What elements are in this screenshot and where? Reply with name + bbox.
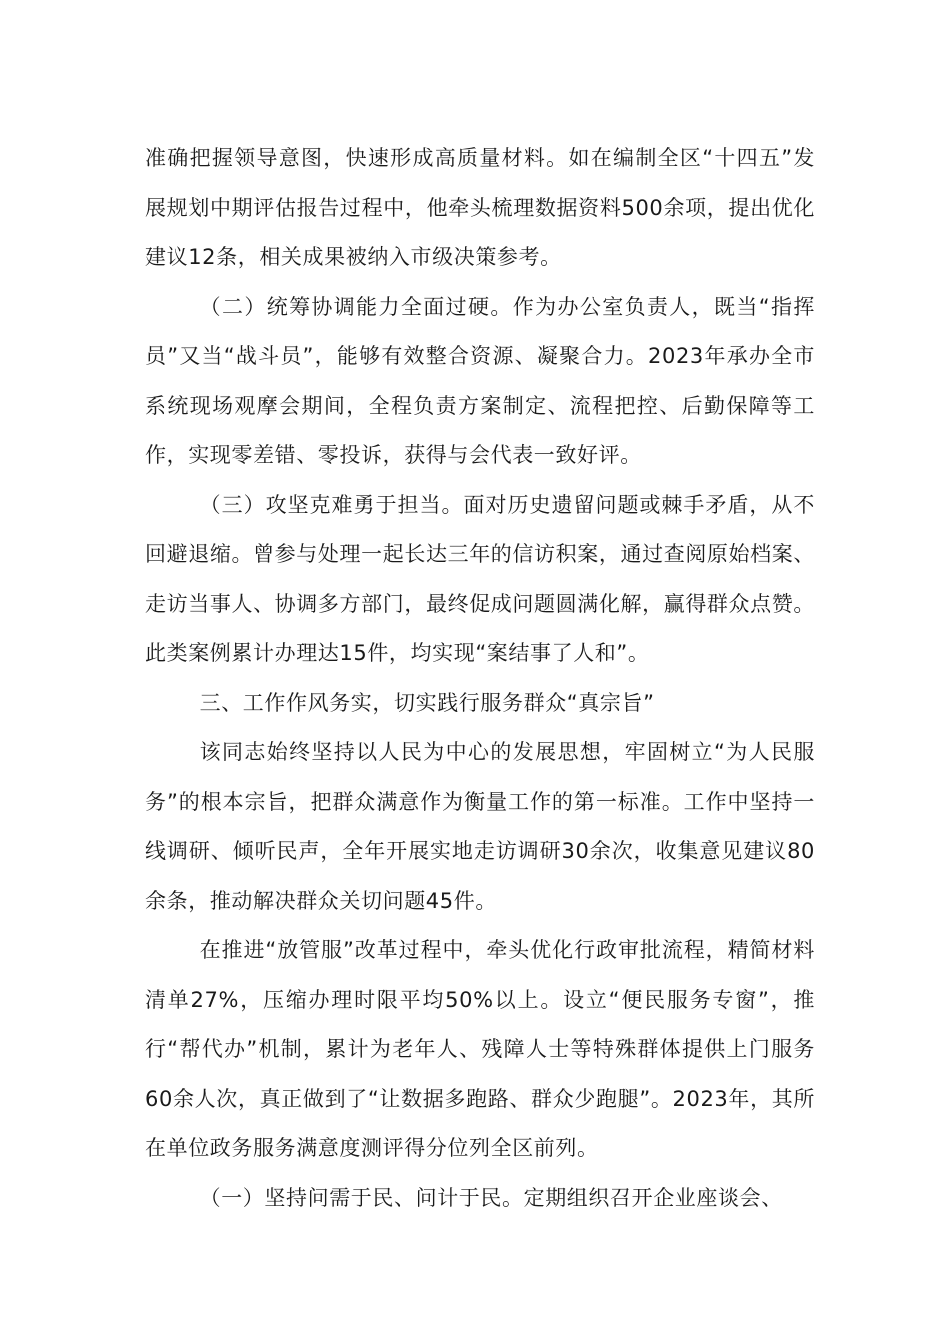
paragraph-listen-to-people: （一）坚持问需于民、问计于民。定期组织召开企业座谈会、	[199, 1185, 783, 1210]
paragraph-people-centered: 该同志始终坚持以人民为中心的发展思想，牢固树立“为人民服务”的根本宗旨，把群众满意作为衡量工作的第一标准。工作中坚持一线调研、倾听民声，全年开展实地走访调研30余次，收集意见建议80余条，推动解决群众关切问题45件。	[145, 740, 815, 913]
paragraph-coordination: （二）统筹协调能力全面过硬。作为办公室负责人，既当“指挥员”又当“战斗员”，能够有效整合资源、凝聚合力。2023年承办全市系统现场观摩会期间，全程负责方案制定、流程把控、后勤保障等工作，实现零差错、零投诉，获得与会代表一致好评。	[145, 294, 815, 467]
document-body	[145, 134, 815, 1223]
paragraph-problem-solving: （三）攻坚克难勇于担当。面对历史遗留问题或棘手矛盾，从不回避退缩。曾参与处理一起长达三年的信访积案，通过查阅原始档案、走访当事人、协调多方部门，最终促成问题圆满化解，赢得群众点赞。此类案例累计办理达15件，均实现“案结事了人和”。	[145, 492, 815, 665]
paragraph-reform: 在推进“放管服”改革过程中，牵头优化行政审批流程，精简材料清单27%，压缩办理时限平均50%以上。设立“便民服务专窗”，推行“帮代办”机制，累计为老年人、残障人士等特殊群体提供上门服务60余人次，真正做到了“让数据多跑路、群众少跑腿”。2023年，其所在单位政务服务满意度测评得分位列全区前列。	[145, 938, 815, 1160]
paragraph-continuation: 准确把握领导意图，快速形成高质量材料。如在编制全区“十四五”发展规划中期评估报告过程中，他牵头梳理数据资料500余项，提出优化建议12条，相关成果被纳入市级决策参考。	[145, 146, 815, 269]
section-heading-3: 三、工作作风务实，切实践行服务群众“真宗旨”	[199, 690, 655, 715]
